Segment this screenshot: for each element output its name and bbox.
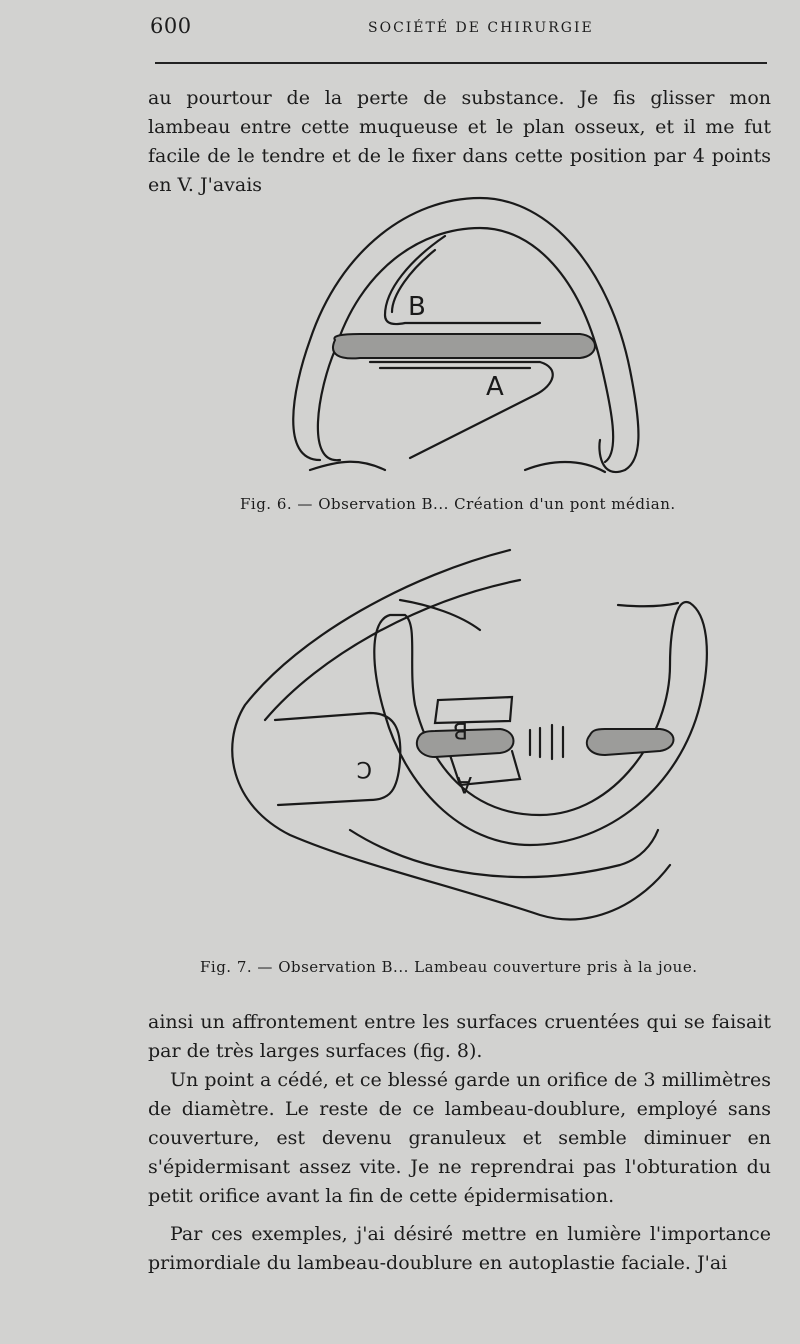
fig6-label-a: A xyxy=(486,372,504,402)
figure-6-caption: Fig. 6. — Observation B... Création d'un pont médian. xyxy=(240,495,676,513)
fig6-base-left xyxy=(310,462,385,470)
fig7-label-a: A xyxy=(456,771,472,796)
fig7-arch-outer xyxy=(374,602,707,845)
fig7-flap-c xyxy=(275,713,400,805)
page-number: 600 xyxy=(150,14,192,38)
paragraph-bottom-2: Un point a cédé, et ce blessé garde un orifice de 3 millimètres de diamètre. Le reste de ce lambeau-doublure, employé sans couverture, est devenu granuleux et semble diminuer en s'épidermisant assez vite. Je ne reprendrai pas l'obturation du petit orifice avant la fin de cette épidermisation. xyxy=(148,1069,771,1207)
fig6-median-bridge xyxy=(333,334,595,358)
fig6-flap-a xyxy=(370,362,553,458)
paragraph-bottom-3: Par ces exemples, j'ai désiré mettre en lumière l'importance primordiale du lambeau-doublure en autoplastie faciale. J'ai xyxy=(148,1223,771,1274)
header-rule xyxy=(155,62,767,64)
figure-6-drawing xyxy=(280,190,650,490)
figure-7-caption: Fig. 7. — Observation B... Lambeau couverture pris à la joue. xyxy=(200,958,698,976)
running-title: SOCIÉTÉ DE CHIRURGIE xyxy=(368,20,594,36)
fig7-upper-right-line xyxy=(618,603,678,606)
figure-7-drawing xyxy=(220,545,720,945)
paragraph-top: au pourtour de la perte de substance. Je fis glisser mon lambeau entre cette muqueuse et le plan osseux, et il me fut facile de le tendre et de le fixer dans cette position par 4 points en V. J'avais xyxy=(148,87,771,196)
fig6-label-b: B xyxy=(408,292,426,322)
fig7-label-b: B xyxy=(452,717,468,742)
fig7-flap-b xyxy=(435,697,512,723)
paragraph-bottom-1: ainsi un affrontement entre les surfaces cruentées qui se faisait par de très larges surfaces (fig. 8). xyxy=(148,1011,771,1062)
fig6-base-right xyxy=(525,462,605,472)
fig7-label-c: C xyxy=(356,756,372,781)
fig7-lower-line xyxy=(350,830,658,877)
fig7-bar-right xyxy=(587,729,674,755)
